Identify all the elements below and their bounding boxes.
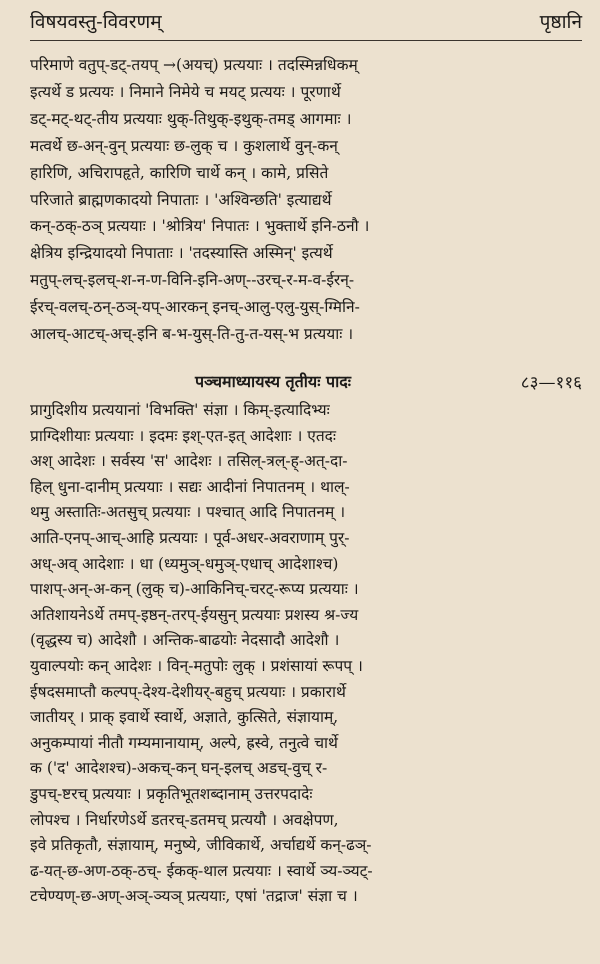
text-line: पाशप्-अन्-अ-कन् (लुक् च)-आकिनिच्-चरट्-रूप्य प्रत्ययाः । <box>30 580 359 599</box>
text-line: अश् आदेशः । सर्वस्य 'स' आदेशः । तसिल्-त्रल्-ह्-अत्-दा- <box>30 452 348 471</box>
text-line: कन्-ठक्-ठञ् प्रत्ययाः । 'श्रोत्रिय' निपातः । भुक्तार्थे इनि-ठनौ । <box>30 217 370 236</box>
text-line: क ('द' आदेशश्च)-अकच्-कन् घन्-इलच् अडच्-वुच् र- <box>30 759 328 778</box>
text-line: आलच्-आटच्-अच्-इनि ब-भ-युस्-ति-तु-त-यस्-भ प्रत्ययाः । <box>30 325 354 344</box>
text-line: परिजाते ब्राह्मणकादयो निपाताः । 'अश्विन्छति' इत्याद्यर्थे <box>30 190 332 209</box>
text-line: हिल् धुना-दानीम् प्रत्ययाः । सद्यः आदीनां निपातनम् । थाल्- <box>30 477 350 496</box>
text-line: क्षेत्रिय इन्द्रियादयो निपाताः । 'तदस्यास्ति अस्मिन्' इत्यर्थे <box>30 244 333 263</box>
text-line: डुपच्-ष्टरच् प्रत्ययाः । प्रकृतिभूतशब्दानाम् उत्तरपदादेः <box>30 784 313 803</box>
text-line: आति-एनप्-आच्-आहि प्रत्ययाः । पूर्व-अधर-अवराणाम् पुर्- <box>30 528 350 547</box>
text-line: हारिणि, अचिरापहृते, कारिणि चार्थे कन् । कामे, प्रसिते <box>30 163 329 182</box>
text-line: इवे प्रतिकृतौ, संज्ञायाम्, मनुष्ये, जीविकार्थे, अर्चाद्यर्थे कन्-ढञ्- <box>30 836 372 855</box>
text-line: थमु अस्तातिः-अतसुच् प्रत्ययाः । पश्चात् आदि निपातनम् । <box>30 503 346 522</box>
section-page-range: ८३—११६ <box>520 373 582 393</box>
text-line: (वृद्धस्य च) आदेशौ । अन्तिक-बाढयोः नेदसादौ आदेशौ । <box>30 631 340 650</box>
header-right-title: पृष्ठानि <box>539 11 582 33</box>
text-line: जातीयर् । प्राक् इवार्थे स्वार्थे, अज्ञाते, कुत्सिते, संज्ञायाम्, <box>30 708 339 727</box>
text-line: लोपश्च । निर्धारणेऽर्थे डतरच्-डतमच् प्रत्ययौ । अवक्षेपण, <box>30 810 339 829</box>
text-line: ईषदसमाप्तौ कल्पप्-देश्य-देशीयर्-बहुच् प्रत्ययाः । प्रकारार्थे <box>30 682 346 701</box>
text-line: मत्वर्थे छ-अन्-वुन् प्रत्ययाः छ-लुक् च । कुशलार्थे वुन्-कन् <box>30 136 338 155</box>
text-line: प्रागुदिशीय प्रत्ययानां 'विभक्ति' संज्ञा । किम्-इत्यादिभ्यः <box>30 401 330 419</box>
content-block-2 <box>30 398 485 910</box>
section-heading <box>0 368 600 394</box>
section-title: पञ्चमाध्यायस्य तृतीयः पादः <box>195 372 351 391</box>
text-line: टचेण्यण्-छ-अण्-अञ्-ञ्यञ् प्रत्ययाः, एषां 'तद्राज' संज्ञा च । <box>30 887 358 906</box>
text-line: ईरच्-वलच्-ठन्-ठञ्-यप्-आरकन् इनच्-आलु-एलु-युस्-ग्मिनि- <box>30 298 360 317</box>
text-line: अतिशायनेऽर्थे तमप्-इष्ठन्-तरप्-ईयसुन् प्रत्ययाः प्रशस्य श्र-ज्य <box>30 605 359 624</box>
header-left-title: विषयवस्तु-विवरणम् <box>30 11 162 33</box>
page-header <box>30 4 582 38</box>
text-line: डट्-मट्-थट्-तीय प्रत्ययाः थुक्-तिथुक्-इथुक्-तमड् आगमाः । <box>30 109 352 128</box>
text-line: अनुकम्पायां नीतौ गम्यमानायाम्, अल्पे, ह्रस्वे, तनुत्वे चार्थे <box>30 733 338 752</box>
text-line: प्राग्दिशीयाः प्रत्ययाः । इदमः इश्-एत-इत् आदेशाः । एतदः <box>30 426 337 445</box>
text-line: अध्-अव् आदेशाः । धा (ध्यमुञ्-धमुञ्-एधाच् आदेशाश्च) <box>30 554 339 573</box>
text-line: ढ-यत्-छ-अण-ठक्-ठच्- ईकक्-थाल प्रत्ययाः । स्वार्थे ञ्य-ञ्यट्- <box>30 861 373 880</box>
text-line: युवाल्पयोः कन् आदेशः । विन्-मतुपोः लुक् । प्रशंसायां रूपप् । <box>30 656 363 675</box>
text-line: मतुप्-लच्-इलच्-श-न-ण-विनि-इनि-अण्--उरच्-र-म-व-ईरन्- <box>30 271 355 290</box>
text-line: परिमाणे वतुप्-डट्-तयप् →(अयच्) प्रत्ययाः । तदस्मिन्नधिकम् <box>30 56 358 74</box>
content-block-1 <box>30 52 485 348</box>
text-line: इत्यर्थे ड प्रत्ययः । निमाने निमेये च मयट् प्रत्ययः । पूरणार्थे <box>30 82 341 101</box>
header-rule <box>30 40 582 41</box>
